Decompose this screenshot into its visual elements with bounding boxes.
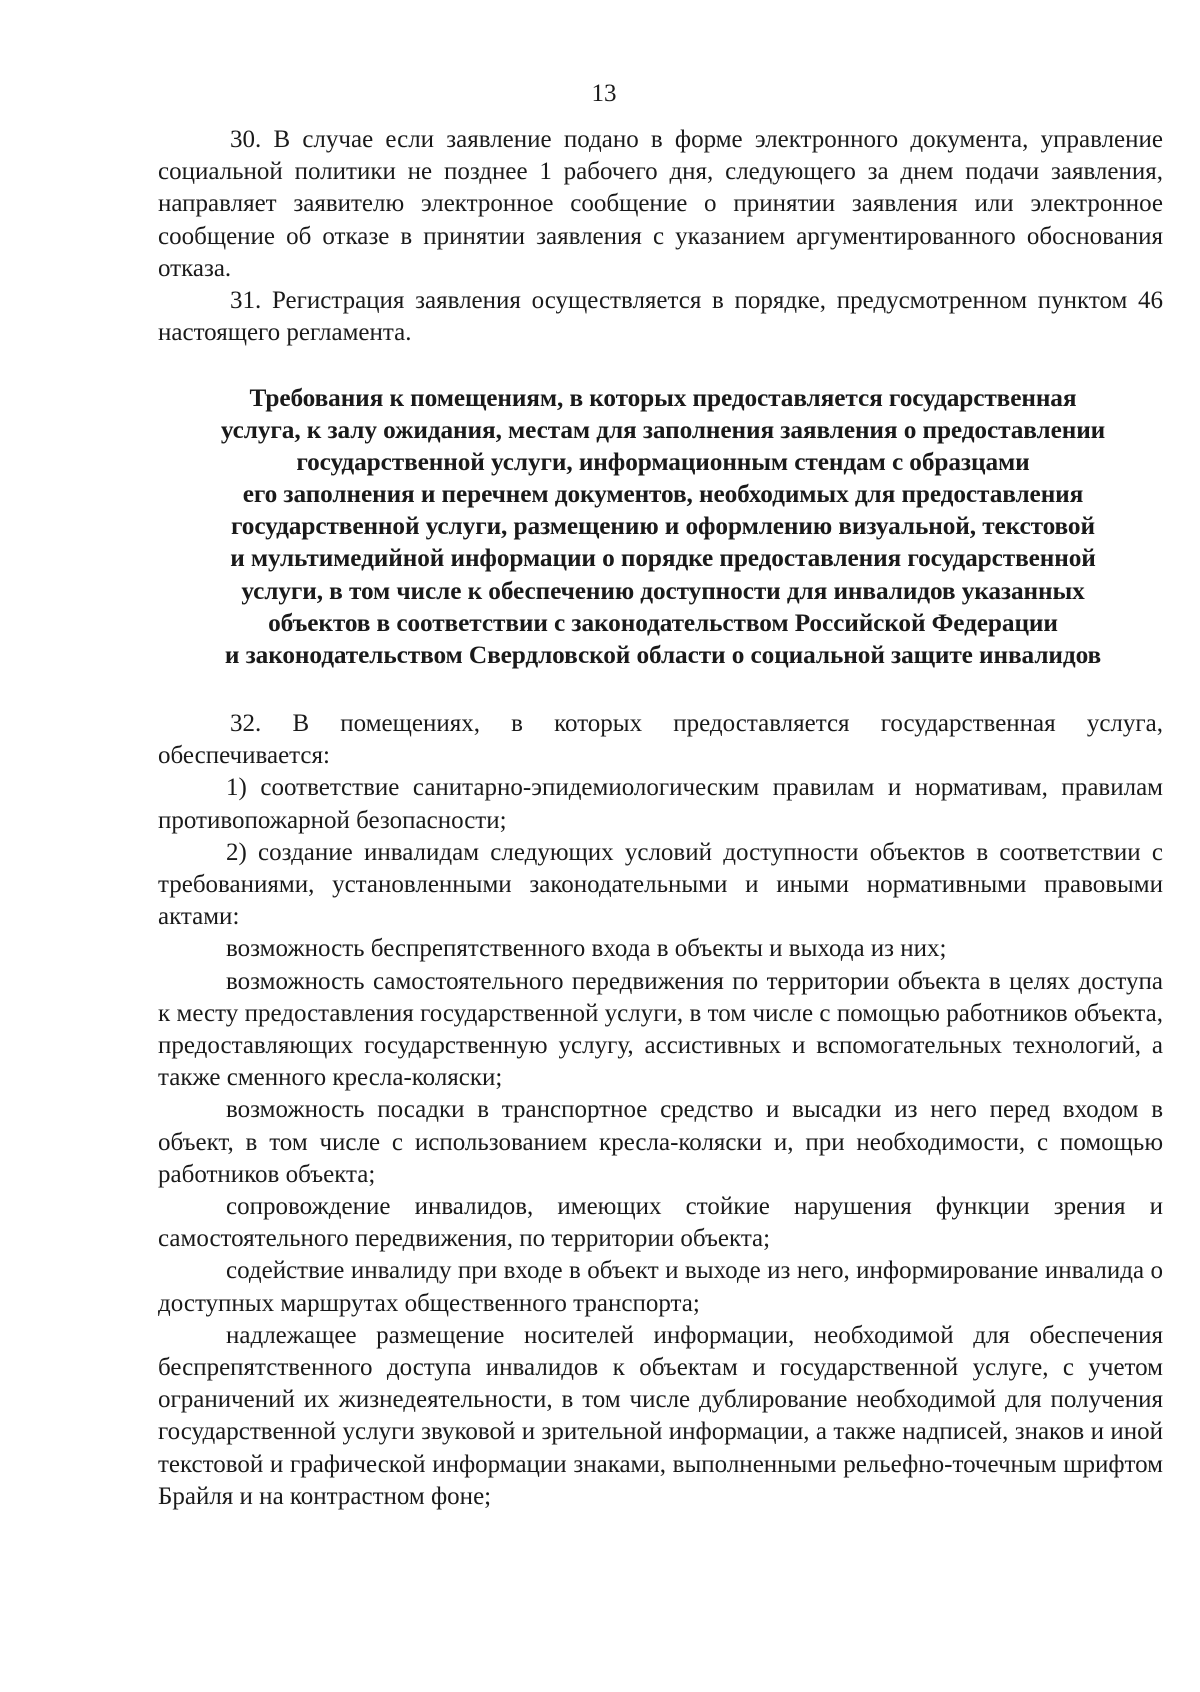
heading-line: услуга, к залу ожидания, местам для заполнения заявления о предоставлении xyxy=(220,416,1106,445)
heading-line: его заполнения и перечнем документов, необходимых для предоставления xyxy=(242,480,1084,509)
condition-movement: возможность самостоятельного передвижения по территории объекта в целях доступа к месту предоставления государственной услуги, в том числе с помощью работников объекта, предоставляющих государственную услугу, ассистивных и вспомогательных технологий, а также сменного кресла-коляски; xyxy=(158,967,1163,1092)
condition-entry-access: возможность беспрепятственного входа в объекты и выхода из них; xyxy=(226,935,947,963)
list-item-1: 1) соответствие санитарно-эпидемиологическим правилам и нормативам, правилам противопожарной безопасности; xyxy=(158,774,1163,834)
condition-information: надлежащее размещение носителей информации, необходимой для обеспечения беспрепятственного доступа инвалидов к объектам и государственной услуге, с учетом ограничений их жизнедеятельности, в том числе дублирование необходимой для получения государственной услуги звуковой и зрительной информации, а также надписей, знаков и иной текстовой и графической информации знаками, выполненными рельефно-точечным шрифтом Брайля и на контрастном фоне; xyxy=(158,1321,1163,1510)
heading-line: и мультимедийной информации о порядке предоставления государственной xyxy=(230,544,1096,573)
paragraphs-top xyxy=(158,124,1163,349)
heading-line: Требования к помещениям, в которых предоставляется государственная xyxy=(249,384,1077,412)
section-heading xyxy=(148,382,1178,671)
list-item-2: 2) создание инвалидам следующих условий доступности объектов в соответствии с требованиями, установленными законодательными и иными нормативными правовыми актами: xyxy=(158,838,1163,931)
heading-line: объектов в соответствии с законодательством Российской Федерации xyxy=(268,608,1058,637)
heading-line: и законодательством Свердловской области о социальной защите инвалидов xyxy=(224,640,1102,669)
condition-escort: сопровождение инвалидов, имеющих стойкие нарушения функции зрения и самостоятельного передвижения, по территории объекта; xyxy=(158,1193,1163,1253)
heading-line: услуги, в том числе к обеспечению доступности для инвалидов указанных xyxy=(241,576,1085,605)
paragraph-32: 32. В помещениях, в которых предоставляется государственная услуга, обеспечивается: xyxy=(158,710,1163,770)
paragraph-30: 30. В случае если заявление подано в форме электронного документа, управление социальной политики не позднее 1 рабочего дня, следующего за днем подачи заявления, направляет заявителю электронное сообщение о принятии заявления или электронное сообщение об отказе в принятии заявления с указанием аргументированного обоснования отказа. xyxy=(158,126,1163,282)
condition-transport: возможность посадки в транспортное средство и высадки из него перед входом в объект, в том числе с использованием кресла-коляски и, при необходимости, с помощью работников объекта; xyxy=(158,1096,1163,1188)
condition-assistance: содействие инвалиду при входе в объект и выходе из него, информирование инвалида о доступных маршрутах общественного транспорта; xyxy=(158,1257,1163,1317)
paragraphs-bottom xyxy=(158,708,1163,1513)
heading-line: государственной услуги, информационным стендам с образцами xyxy=(296,448,1030,477)
paragraph-31: 31. Регистрация заявления осуществляется в порядке, предусмотренном пунктом 46 настоящего регламента. xyxy=(158,287,1163,347)
heading-line: государственной услуги, размещению и оформлению визуальной, текстовой xyxy=(231,512,1095,541)
page-number: 13 xyxy=(591,80,617,107)
